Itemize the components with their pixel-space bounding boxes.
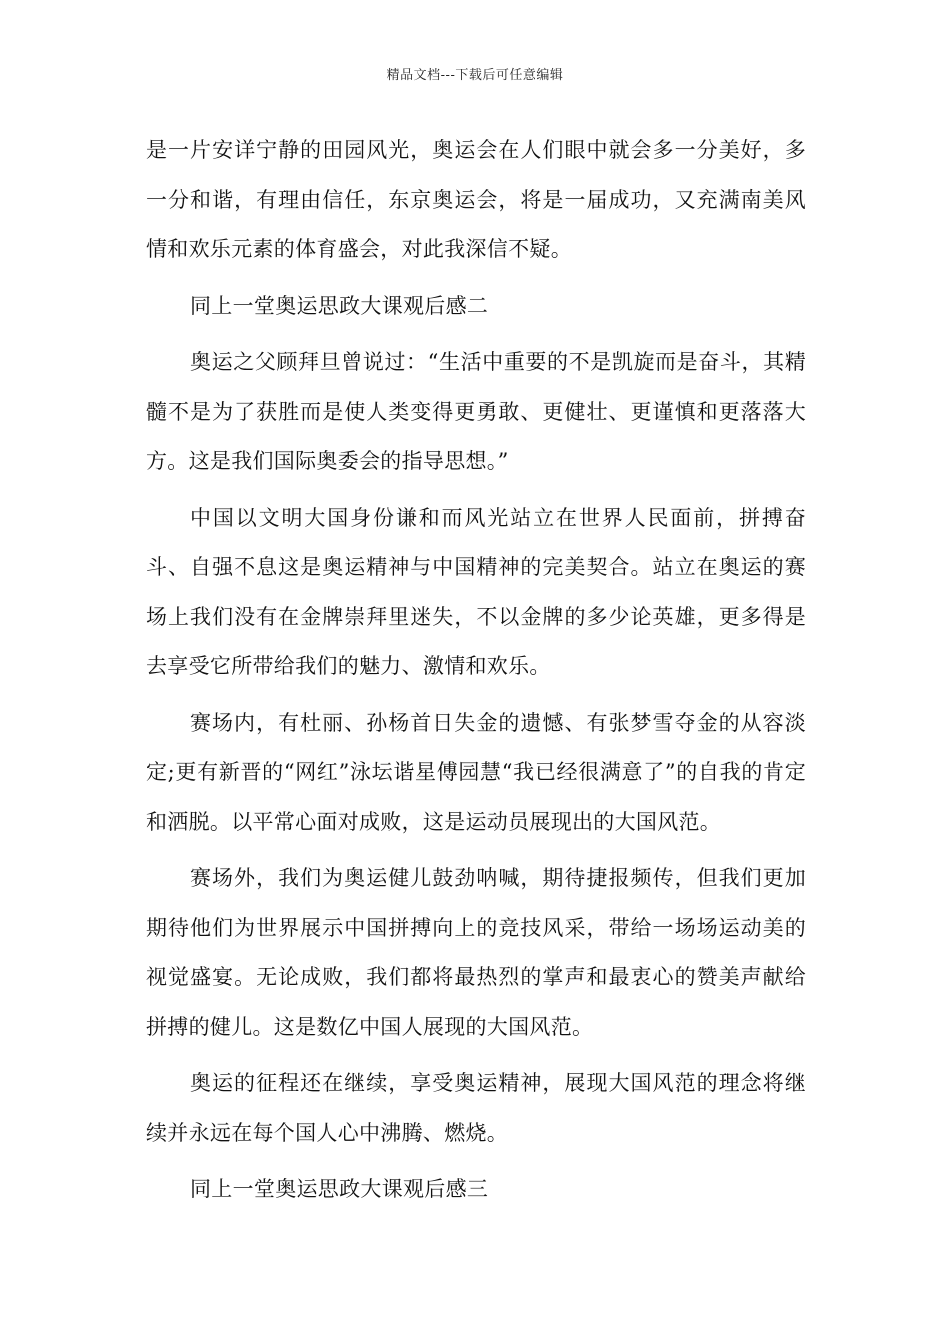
paragraph-continued: 是一片安详宁静的田园风光，奥运会在人们眼中就会多一分美好，多一分和谐，有理由信任，东京奥运会，将是一届成功，又充满南美风情和欢乐元素的体育盛会，对此我深信不疑。 [146,138,806,261]
paragraph-quote: 奥运之父顾拜旦曾说过：“生活中重要的不是凯旋而是奋斗，其精髓不是为了获胜而是使人类变得更勇敢、更健壮、更谨慎和更落落大方。这是我们国际奥委会的指导思想。” [146,350,806,473]
page-header: 精品文档---下载后可任意编辑 [386,68,564,83]
document-body [146,126,806,1222]
paragraph: 奥运的征程还在继续，享受奥运精神，展现大国风范的理念将继续并永远在每个国人心中沸腾、燃烧。 [146,1071,806,1145]
paragraph: 赛场外，我们为奥运健儿鼓劲呐喊，期待捷报频传，但我们更加期待他们为世界展示中国拼搏向上的竞技风采，带给一场场运动美的视觉盛宴。无论成败，我们都将最热烈的掌声和最衷心的赞美声献给拼搏的健儿。这是数亿中国人展现的大国风范。 [146,866,806,1039]
section-heading-3: 同上一堂奥运思政大课观后感三 [190,1177,489,1201]
paragraph: 中国以文明大国身份谦和而风光站立在世界人民面前，拼搏奋斗、自强不息这是奥运精神与中国精神的完美契合。站立在奥运的赛场上我们没有在金牌崇拜里迷失，不以金牌的多少论英雄，更多得是去享受它所带给我们的魅力、激情和欢乐。 [146,505,806,678]
section-heading-2: 同上一堂奥运思政大课观后感二 [190,293,489,318]
paragraph: 赛场内，有杜丽、孙杨首日失金的遗憾、有张梦雪夺金的从容淡定;更有新晋的“网红”泳坛谐星傅园慧“我已经很满意了”的自我的肯定和洒脱。以平常心面对成败，这是运动员展现出的大国风范。 [146,710,806,834]
